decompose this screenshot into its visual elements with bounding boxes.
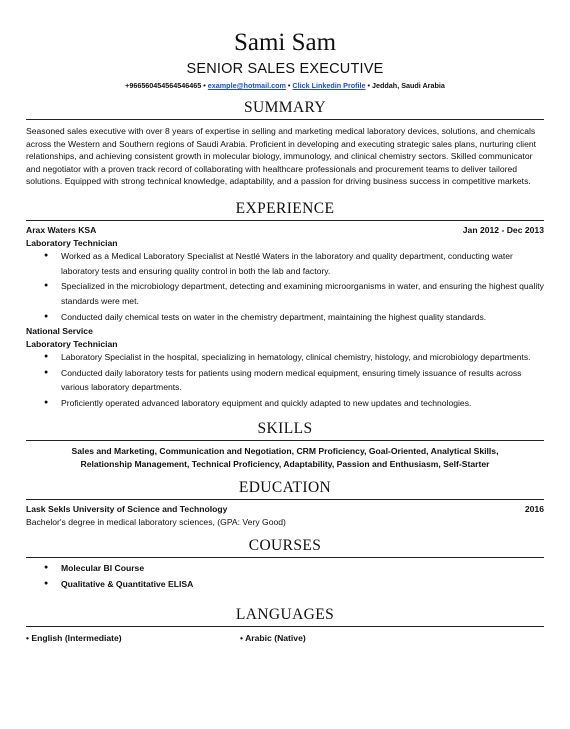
job-bullets xyxy=(26,249,544,325)
list-item: ● Proficiently operated advanced laboratory equipment and quickly adapted to new updates and technologies. xyxy=(61,396,544,411)
list-item: ● Conducted daily laboratory tests for patients using modern medical equipment, ensuring timely issuance of results across various laboratory departments. xyxy=(61,366,544,396)
phone-number: +966560454564546465 xyxy=(125,81,202,90)
graduation-year: 2016 xyxy=(524,504,544,515)
list-item: ● Worked as a Medical Laboratory Specialist at Nestlé Waters in the laboratory and quality department, conducting water laboratory tests and ensuring quality control in both the lab and factory. xyxy=(61,249,544,279)
skills-heading: SKILLS xyxy=(26,420,544,441)
languages-list xyxy=(26,632,544,645)
separator: • xyxy=(285,81,293,90)
list-item: ● Conducted daily chemical tests on water in the chemistry department, maintaining the highest quality standards. xyxy=(61,310,544,325)
job-header xyxy=(26,224,544,237)
job-dates: Jan 2012 - Dec 2013 xyxy=(462,224,544,235)
separator: • xyxy=(365,81,373,90)
candidate-name: Sami Sam xyxy=(233,29,337,56)
linkedin-link[interactable]: Click Linkedin Profile xyxy=(292,81,366,90)
skills-line: Relationship Management, Technical Proficiency, Adaptability, Passion and Enthusiasm, Self-Starter xyxy=(80,458,490,469)
summary-text: Seasoned sales executive with over 8 years of expertise in selling and marketing medical laboratory devices, solutions, and chemicals across the Western and Southern regions of Saudi Arabia. Proficient in developing and executing strategic sales plans, nurturing client relationships, and achieving consistent growth in molecular biology, immunology, and clinical chemistry sectors. Skilled communicator and negotiator with a proven track record of collaborating with healthcare professionals and procurement teams to deliver tailored solutions. Equipped with strong technical knowledge, adaptability, and a passion for driving business success in competitive markets. xyxy=(26,126,537,187)
job-role: Laboratory Technician xyxy=(26,338,118,349)
courses-heading: COURSES xyxy=(26,537,544,558)
list-item: • English (Intermediate) xyxy=(26,633,122,644)
location: Jeddah, Saudi Arabia xyxy=(372,81,445,90)
job-entry xyxy=(26,224,544,325)
summary-heading: SUMMARY xyxy=(26,99,544,120)
job-header xyxy=(26,325,544,338)
job-entry xyxy=(26,325,544,411)
job-bullets xyxy=(26,350,544,411)
experience-heading: EXPERIENCE xyxy=(26,200,544,221)
list-item: ● Molecular BI Course xyxy=(61,561,544,576)
school-name: Lask Sekls University of Science and Technology xyxy=(26,504,228,515)
education-heading: EDUCATION xyxy=(26,479,544,500)
list-item: ● Laboratory Specialist in the hospital, specializing in hematology, clinical chemistry, histology, and microbiology departments. xyxy=(61,350,544,365)
separator: • xyxy=(201,81,208,90)
degree-text: Bachelor's degree in medical laboratory sciences, (GPA: Very Good) xyxy=(26,516,286,527)
contact-line xyxy=(26,80,544,92)
list-item: • Arabic (Native) xyxy=(240,633,306,644)
courses-list xyxy=(26,561,544,592)
languages-heading: LANGUAGES xyxy=(26,606,544,627)
list-item: ● Qualitative & Quantitative ELISA xyxy=(61,577,544,592)
education-header xyxy=(26,503,544,516)
company-name: Arax Waters KSA xyxy=(26,224,97,235)
skills-line: Sales and Marketing, Communication and Negotiation, CRM Proficiency, Goal-Oriented, Analytical Skills, xyxy=(71,446,499,457)
list-item: ● Specialized in the microbiology department, detecting and examining microorganisms in water, and ensuring the highest quality standards were met. xyxy=(61,279,544,309)
job-role: Laboratory Technician xyxy=(26,237,118,248)
company-name: National Service xyxy=(26,325,93,336)
email-link[interactable]: example@hotmail.com xyxy=(207,81,286,90)
candidate-title: SENIOR SALES EXECUTIVE xyxy=(186,61,384,77)
